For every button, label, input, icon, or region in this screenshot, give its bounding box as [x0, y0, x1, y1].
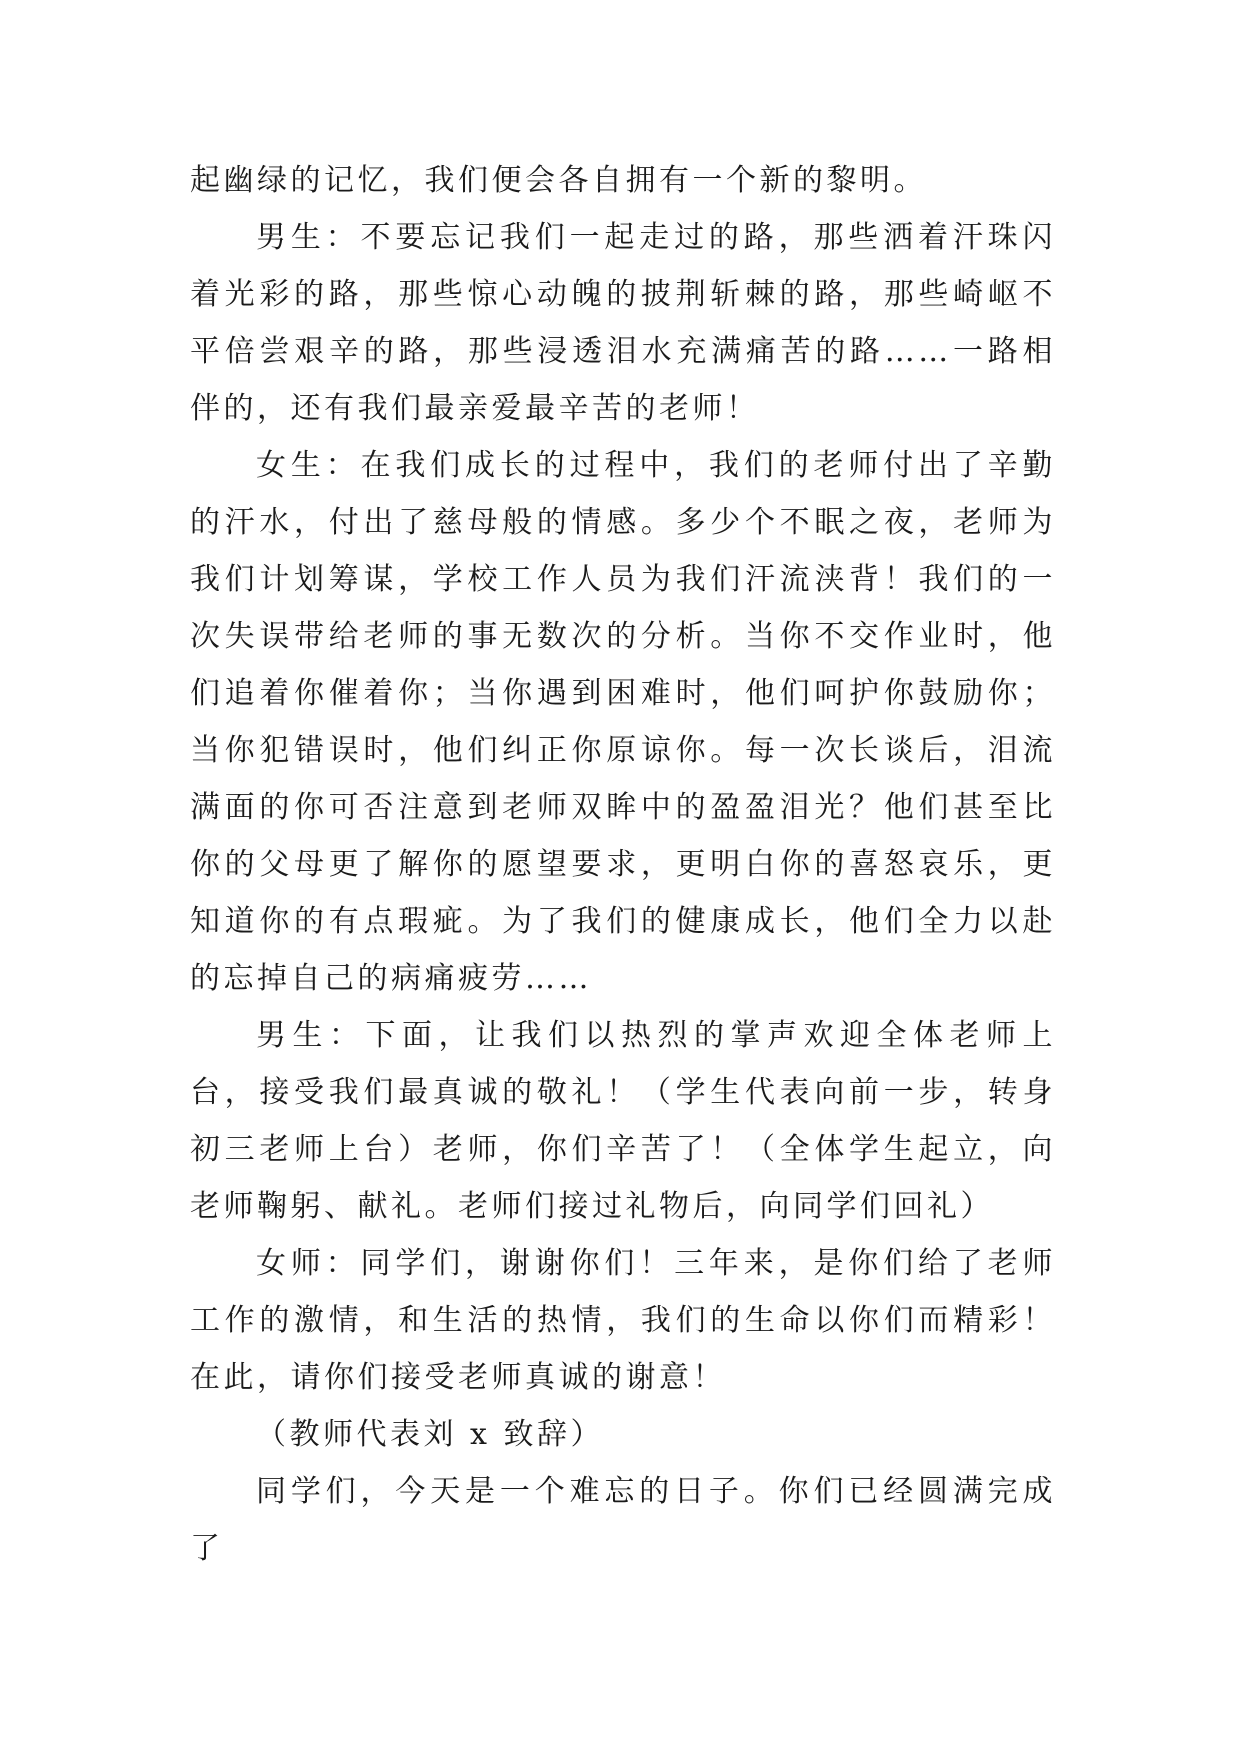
paragraph-stage-direction: （教师代表刘 x 致辞）: [256, 1417, 604, 1452]
paragraph-boy-roads: 男生：不要忘记我们一起走过的路，那些洒着汗珠闪着光彩的路，那些惊心动魄的披荆斩棘的路，那些崎岖不平倍尝艰辛的路，那些浸透泪水充满痛苦的路……一路相伴的，还有我们最亲爱最辛苦的老师！: [190, 220, 1056, 426]
paragraph-female-teacher: 女师：同学们，谢谢你们！三年来，是你们给了老师工作的激情，和生活的热情，我们的生命以你们而精彩！在此，请你们接受老师真诚的谢意！: [190, 1246, 1056, 1395]
paragraph-boy-welcome: 男生：下面，让我们以热烈的掌声欢迎全体老师上台，接受我们最真诚的敬礼！（学生代表向前一步，转身初三老师上台）老师，你们辛苦了！（全体学生起立，向老师鞠躬、献礼。老师们接过礼物后，向同学们回礼）: [190, 1018, 1056, 1224]
document-body: [190, 152, 1056, 1577]
paragraph-speech-start: 同学们，今天是一个难忘的日子。你们已经圆满完成了: [190, 1474, 1056, 1566]
paragraph-girl-teachers: 女生：在我们成长的过程中，我们的老师付出了辛勤的汗水，付出了慈母般的情感。多少个不眠之夜，老师为我们计划筹谋，学校工作人员为我们汗流浃背！我们的一次失误带给老师的事无数次的分析。当你不交作业时，他们追着你催着你；当你遇到困难时，他们呵护你鼓励你；当你犯错误时，他们纠正你原谅你。每一次长谈后，泪流满面的你可否注意到老师双眸中的盈盈泪光？他们甚至比你的父母更了解你的愿望要求，更明白你的喜怒哀乐，更知道你的有点瑕疵。为了我们的健康成长，他们全力以赴的忘掉自己的病痛疲劳……: [190, 448, 1056, 996]
paragraph-memory-dawn: 起幽绿的记忆，我们便会各自拥有一个新的黎明。: [190, 163, 927, 198]
